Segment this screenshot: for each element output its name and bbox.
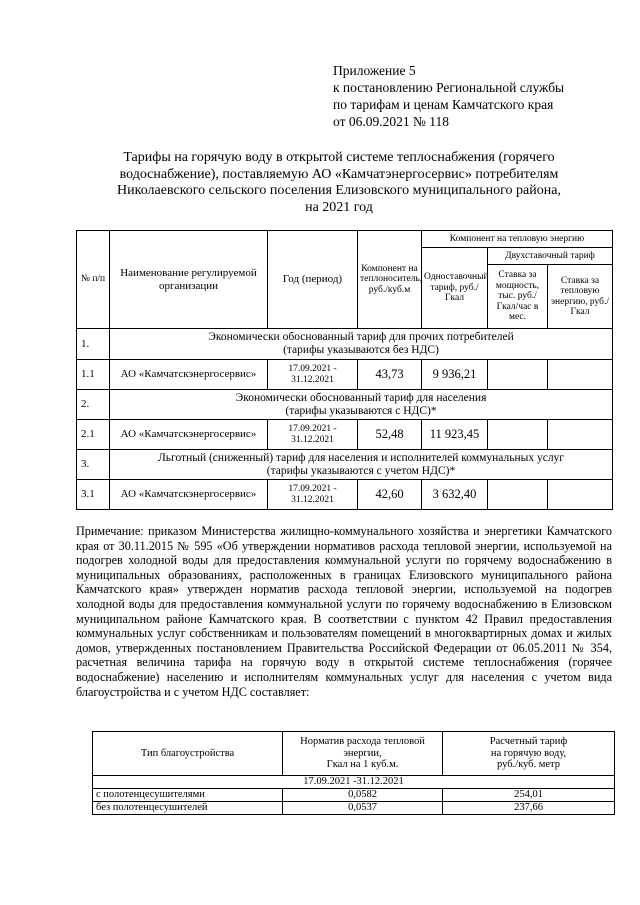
- title-line: на 2021 год: [305, 199, 373, 215]
- appendix-line: к постановлению Региональной службы: [333, 80, 565, 95]
- header-norm-line: энергии,: [343, 747, 382, 759]
- section-num: 2.: [77, 390, 110, 420]
- header-period: Год (период): [268, 231, 358, 329]
- section-title: [110, 329, 613, 360]
- section-title-line: Льготный (сниженный) тариф для населения и исполнителей коммунальных услуг: [157, 451, 565, 464]
- header-single: Одноставочный тариф, руб./Гкал: [422, 248, 488, 329]
- row-num: 3.1: [77, 480, 110, 510]
- header-tariff-line: руб./куб. метр: [496, 759, 561, 771]
- row-energy: [548, 480, 613, 510]
- row-norm: 0,0537: [283, 802, 443, 815]
- document-title: [90, 150, 588, 216]
- row-capacity: [488, 420, 548, 450]
- row-type: с полотенцесушителями: [93, 789, 283, 802]
- row-energy: [548, 420, 613, 450]
- row-org: АО «Камчатскэнергосервис»: [110, 420, 268, 450]
- row-carrier: 42,60: [358, 480, 422, 510]
- row-norm: 0,0582: [283, 789, 443, 802]
- section-title: [110, 390, 613, 420]
- header-capacity: Ставка за мощность, тыс. руб./Гкал/час в мес.: [488, 265, 548, 329]
- table-row: [77, 360, 613, 390]
- note-paragraph: Примечание: приказом Министерства жилищно-коммунального хозяйства и энергетики Камчатского края от 30.11.2015 № 595 «Об утверждении нормативов расхода тепловой энергии, используемой на подогрев холодной воды для предоставления коммунальной услуги по горячему водоснабжению в муниципальных образованиях, расположенных в границах Елизовского муниципального района Камчатского края» утвержден норматив расхода тепловой энергии, используемой на подогрев холодной воды для предоставления коммунальной услуги по горячему водоснабжению в Елизовском муниципальном районе Камчатского края. В соответствии с пунктом 42 Правил предоставления коммунальных услуг собственникам и пользователям помещений в многоквартирных домах и жилых домов, утвержденных постановлением Правительства Российской Федерации от 06.05.2011 № 354, расчетная величина тарифа на горячую воду в открытой системе теплоснабжения (горячее водоснабжение) населению и исполнителям коммунальных услуг для населения с учетом вида благоустройства и с учетом НДС составляет:: [76, 524, 612, 699]
- row-tariff: 254,01: [443, 789, 615, 802]
- header-two-rate: Двухставочный тариф: [488, 248, 613, 265]
- header-carrier: Компонент на теплоноситель, руб./куб.м: [358, 231, 422, 329]
- row-capacity: [488, 480, 548, 510]
- section-title-line: (тарифы указываются с учетом НДС)*: [266, 464, 456, 477]
- title-line: Тарифы на горячую воду в открытой системе теплоснабжения (горячего: [123, 150, 555, 165]
- row-carrier: 52,48: [358, 420, 422, 450]
- row-period: 17.09.2021 - 31.12.2021: [268, 360, 358, 390]
- row-tariff: 237,66: [443, 802, 615, 815]
- header-norm-line: Норматив расхода тепловой: [300, 736, 425, 748]
- row-capacity: [488, 360, 548, 390]
- header-type: Тип благоустройства: [93, 732, 283, 776]
- period-row: 17.09.2021 -31.12.2021: [93, 776, 615, 789]
- section-row: [77, 450, 613, 480]
- header-num: № п/п: [77, 231, 110, 329]
- row-period: 17.09.2021 - 31.12.2021: [268, 480, 358, 510]
- row-num: 1.1: [77, 360, 110, 390]
- appendix-line: от 06.09.2021 № 118: [333, 114, 449, 129]
- title-line: Николаевского сельского поселения Елизовского муниципального района,: [117, 183, 561, 198]
- row-single: 11 923,45: [422, 420, 488, 450]
- row-energy: [548, 360, 613, 390]
- row-single: 9 936,21: [422, 360, 488, 390]
- row-period: 17.09.2021 - 31.12.2021: [268, 420, 358, 450]
- header-tariff: [443, 732, 615, 776]
- table-row: [77, 480, 613, 510]
- tariff-table: [76, 230, 613, 510]
- row-org: АО «Камчатскэнергосервис»: [110, 480, 268, 510]
- row-carrier: 43,73: [358, 360, 422, 390]
- header-energy: Ставка за тепловую энергию, руб./Гкал: [548, 265, 613, 329]
- header-heat-group: Компонент на тепловую энергию: [422, 231, 613, 248]
- table-row: [93, 802, 615, 815]
- row-org: АО «Камчатскэнергосервис»: [110, 360, 268, 390]
- table-row: [77, 420, 613, 450]
- header-norm-line: Гкал на 1 куб.м.: [326, 759, 399, 771]
- section-num: 3.: [77, 450, 110, 480]
- section-row: [77, 329, 613, 360]
- appendix-header: [333, 62, 564, 130]
- section-num: 1.: [77, 329, 110, 360]
- row-type: без полотенцесушителей: [93, 802, 283, 815]
- row-single: 3 632,40: [422, 480, 488, 510]
- section-row: [77, 390, 613, 420]
- table-row: [93, 789, 615, 802]
- section-title-line: (тарифы указываются без НДС): [283, 344, 439, 356]
- row-num: 2.1: [77, 420, 110, 450]
- header-org: Наименование регулируемой организации: [110, 231, 268, 329]
- header-tariff-line: Расчетный тариф: [489, 736, 568, 748]
- appendix-line: по тарифам и ценам Камчатского края: [333, 97, 554, 112]
- norm-table: [92, 731, 615, 815]
- appendix-line: Приложение 5: [333, 63, 416, 78]
- header-norm: [283, 732, 443, 776]
- title-line: водоснабжение), поставляемую АО «Камчатэнергосервис» потребителям: [119, 166, 559, 182]
- section-title-line: Экономически обоснованный тариф для населения: [235, 391, 487, 404]
- header-tariff-line: на горячую воду,: [490, 747, 567, 759]
- section-title-line: Экономически обоснованный тариф для прочих потребителей: [208, 331, 514, 343]
- section-title-line: (тарифы указываются с НДС)*: [285, 404, 437, 417]
- section-title: [110, 450, 613, 480]
